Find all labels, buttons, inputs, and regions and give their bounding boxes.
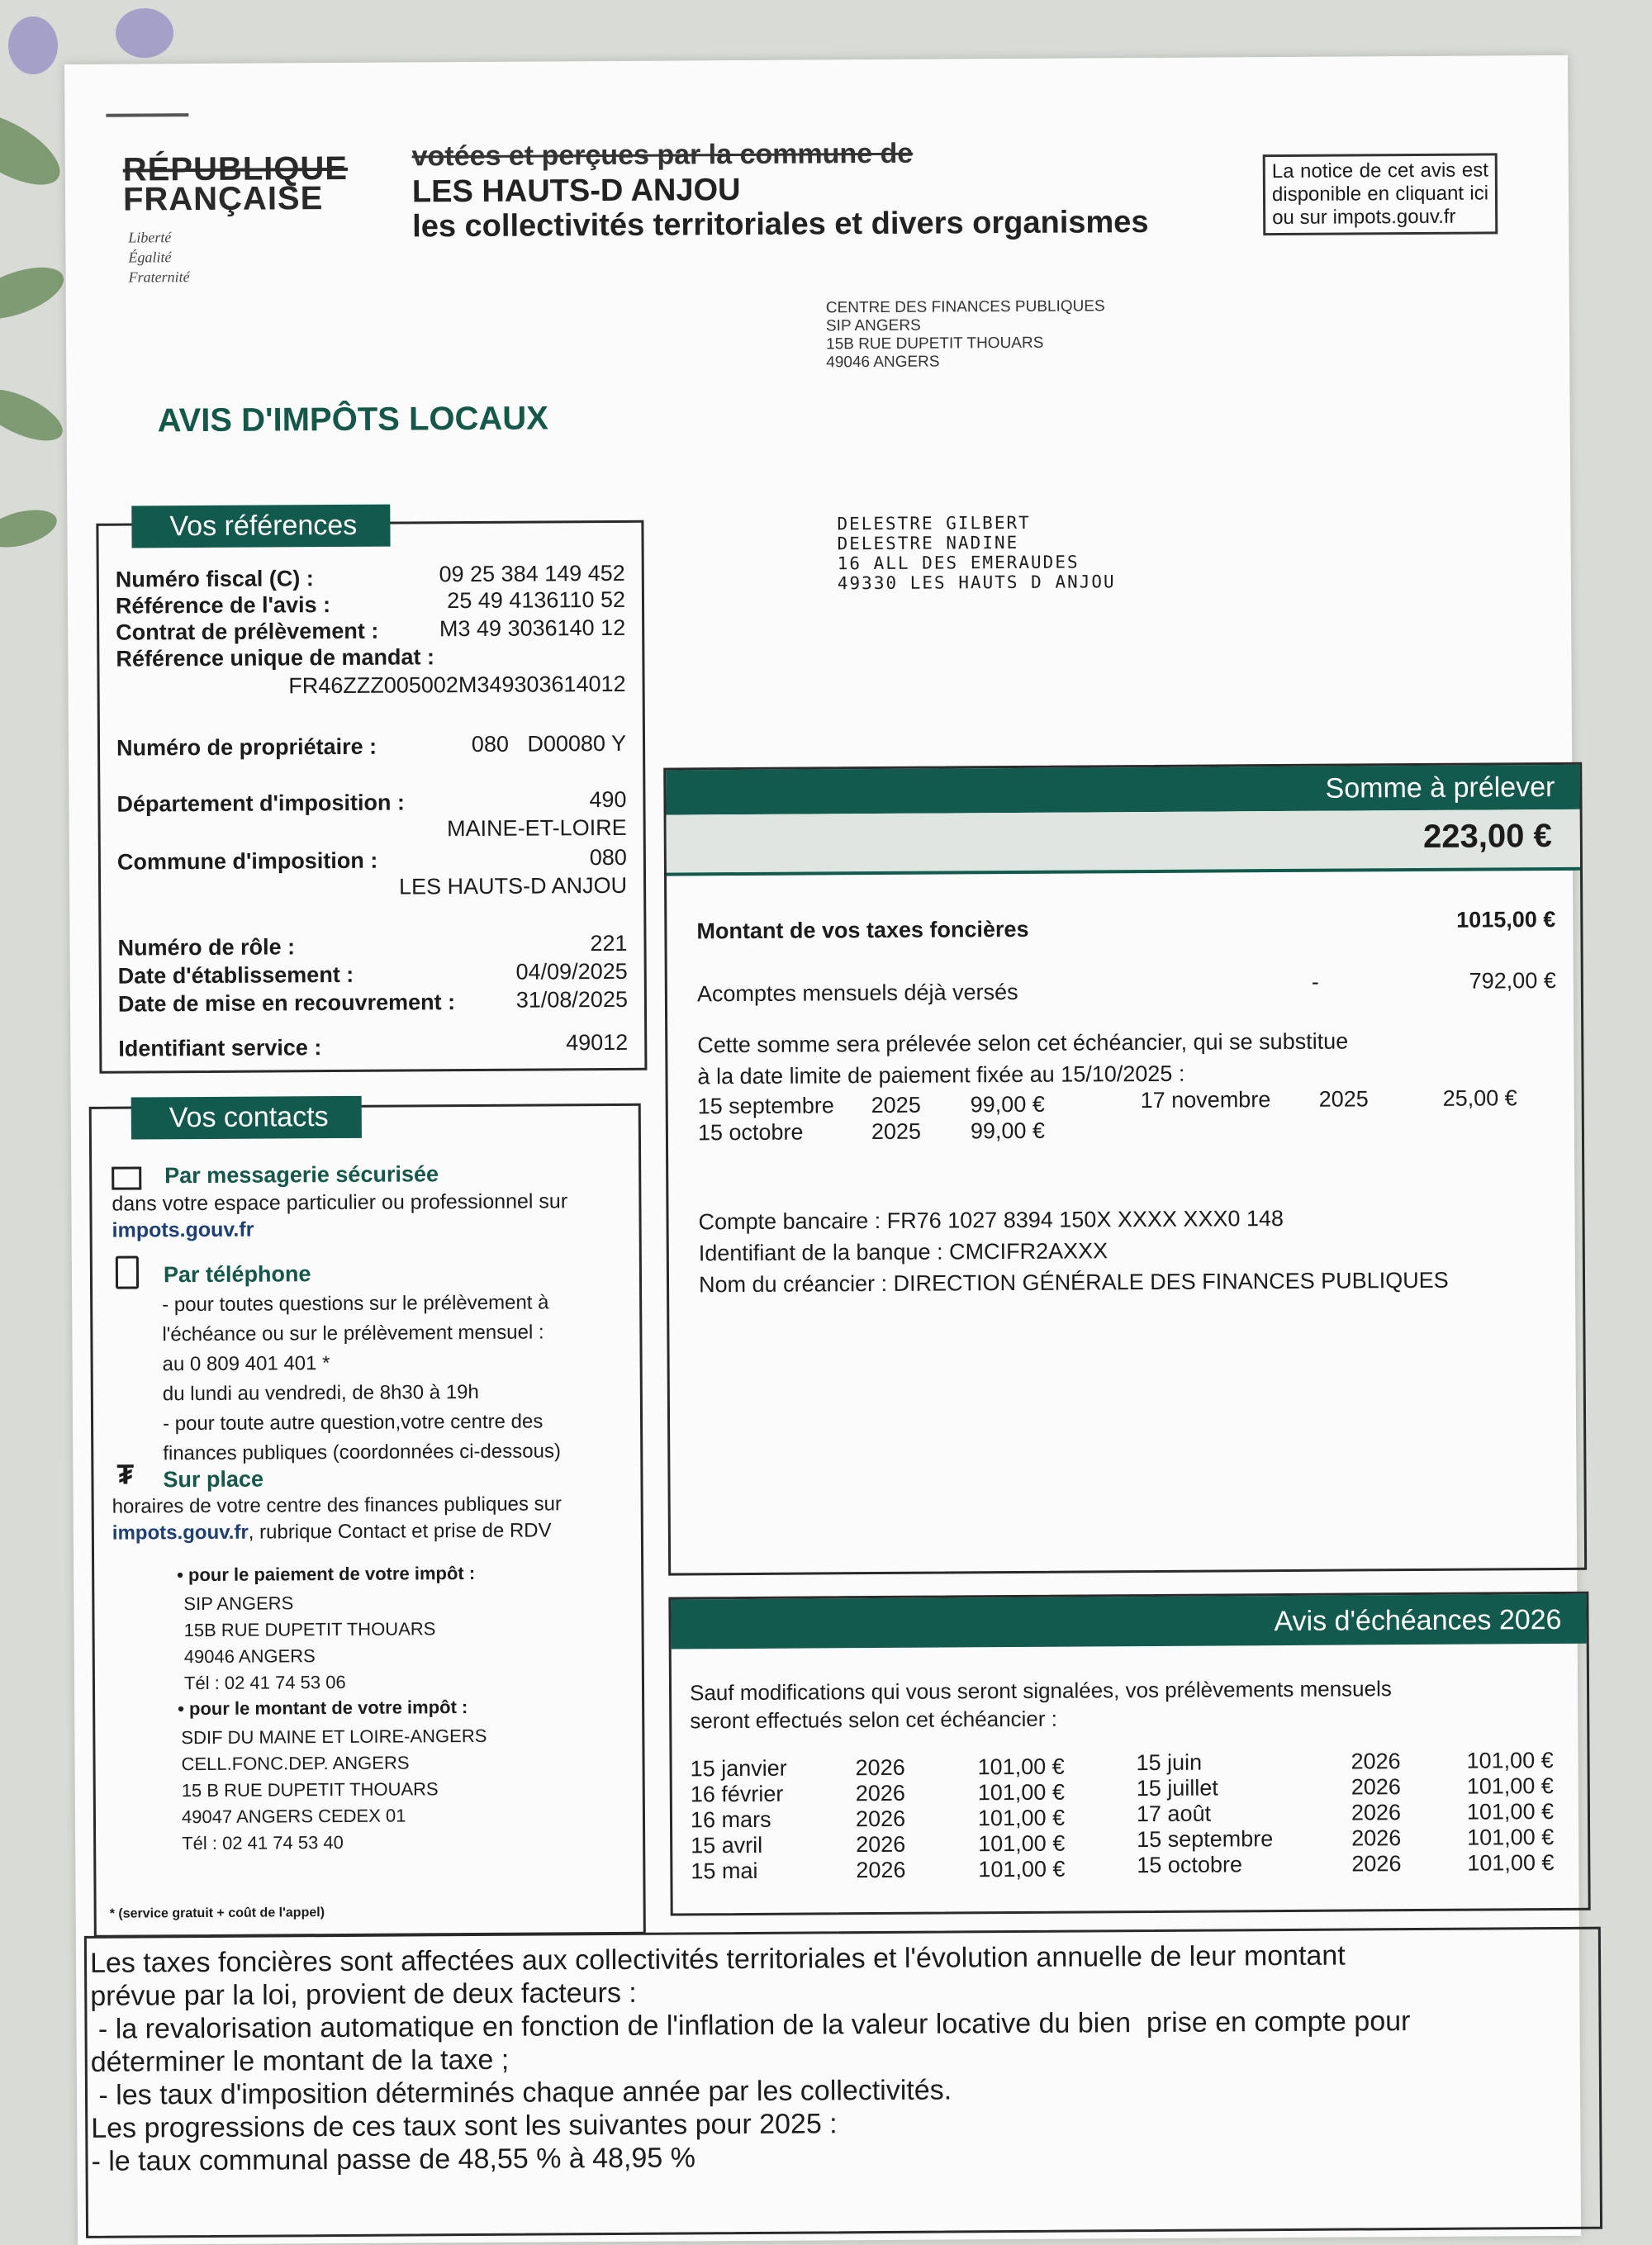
compte-bancaire: Compte bancaire : FR76 1027 8394 150X XXXX XXX0 148 [698,1206,1284,1235]
somme-amount-bar [667,809,1580,876]
footnote: * (service gratuit + coût de l'appel) [109,1906,325,1921]
role-value: 221 [590,930,628,956]
echeance-row [691,1806,1065,1834]
somme-box [663,762,1587,1576]
references-box [96,509,647,1074]
echeancier-text: Cette somme sera prélevée selon cet échéancier, qui se substitue à la date limite de paiement fixée au 15/10/2025 : [697,1028,1349,1089]
paiement-address: SIP ANGERS 15B RUE DUPETIT THOUARS 49046 ANGERS Tél : 02 41 74 53 06 [183,1592,436,1694]
echeance-amount: 101,00 € [1466,1773,1554,1799]
messagerie-link[interactable]: impots.gouv.fr [112,1217,254,1242]
taxes-value: 1015,00 € [1456,906,1556,933]
notice-link-box[interactable]: La notice de cet avis est disponible en cliquant ici ou sur impots.gouv.fr [1263,153,1498,235]
background-leaf [0,98,71,199]
taxes-label: Montant de vos taxes foncières [696,916,1029,944]
echeance-amount: 101,00 € [1467,1850,1555,1876]
service-label: Identifiant service : [118,1035,322,1061]
messagerie-text: dans votre espace particulier ou professionnel sur [112,1189,568,1216]
republique-francaise-logo: RÉPUBLIQUE FRANÇAISE [122,150,349,218]
echeances-right-column [1136,1748,1554,1878]
mandat-value: FR46ZZZ005002M349303614012 [288,671,626,699]
echeance-date: 15 mai [691,1858,758,1884]
sur-place-link[interactable]: impots.gouv.fr [112,1521,249,1545]
identifiant-banque: Identifiant de la banque : CMCIFR2AXXX [698,1238,1108,1266]
echeance-date: 17 août [1136,1801,1212,1827]
proprietaire-label: Numéro de propriétaire : [116,733,377,761]
header-rule [106,113,188,117]
departement-label: Département d'imposition : [116,790,406,817]
contacts-heading: Vos contacts [131,1096,362,1140]
echeance-date: 15 septembre [1137,1826,1274,1853]
departement-name: MAINE-ET-LOIRE [447,814,627,842]
echeances-left-column [691,1754,1066,1885]
schedule-row: 15 septembre 2025 99,00 € [697,1091,1045,1119]
etablissement-label: Date d'établissement : [117,961,354,989]
contrat-prelevement-value: M3 49 3036140 12 [439,615,626,642]
echeance-row [691,1831,1065,1859]
bank-details [698,1202,1448,1301]
background-leaf [0,379,69,451]
sur-place-text: horaires de votre centre des finances publiques sur [112,1493,563,1518]
echeance-row [1137,1773,1554,1801]
header-collectivites: les collectivités territoriales et divers organismes [412,204,1149,244]
echeance-year: 2026 [1351,1749,1401,1774]
echeance-date: 15 octobre [1137,1852,1243,1878]
echeance-amount: 101,00 € [1466,1799,1555,1825]
echeance-year: 2026 [855,1754,905,1781]
recouvrement-value: 31/08/2025 [515,986,629,1013]
echeance-date: 15 janvier [690,1755,787,1782]
proprietaire-value: 080 D00080 Y [471,730,627,757]
computer-icon [112,1166,141,1189]
echeance-row [1137,1825,1554,1853]
echeances-heading: Avis d'échéances 2026 [1274,1603,1562,1638]
messagerie-title: Par messagerie sécurisée [164,1161,439,1189]
echeance-amount: 101,00 € [977,1754,1065,1780]
echeance-date: 15 juin [1136,1749,1203,1776]
somme-heading-bar [666,765,1579,815]
echeance-year: 2026 [856,1831,906,1858]
recipient-address: DELESTRE GILBERT DELESTRE NADINE 16 ALL DES EMERAUDES 49330 LES HAUTS D ANJOU [837,512,1116,594]
echeance-amount: 101,00 € [1467,1825,1555,1850]
paiement-title: • pour le paiement de votre impôt : [177,1562,476,1586]
somme-heading: Somme à prélever [1325,771,1555,804]
echeances-text: Sauf modifications qui vous seront signalées, vos prélèvements mensuels seront effectués selon cet échéancier : [689,1676,1392,1734]
montant-address: SDIF DU MAINE ET LOIRE-ANGERS CELL.FONC.DEP. ANGERS 15 B RUE DUPETIT THOUARS 49047 ANGERS CEDEX 01 Tél : 02 41 74 53 40 [181,1725,487,1854]
page-title: AVIS D'IMPÔTS LOCAUX [157,400,549,439]
telephone-details: - pour toutes questions sur le prélèvement à l'échéance ou sur le prélèvement mensuel : au 0 809 401 401 * du lundi au vendredi, de 8h30 à 19h - pour toute autre question,votre centre des finances publiques (coordonnées ci-dessous) [162,1291,561,1465]
schedule-row: 17 novembre 2025 25,00 € [1140,1085,1517,1113]
reference-avis-label: Référence de l'avis : [115,592,331,619]
echeance-date: 16 février [690,1781,784,1807]
etablissement-value: 04/09/2025 [515,958,628,985]
echeance-row [691,1780,1065,1808]
echeance-amount: 101,00 € [977,1779,1066,1806]
numero-fiscal-label: Numéro fiscal (C) : [115,566,314,592]
echeance-year: 2026 [856,1857,906,1883]
recouvrement-label: Date de mise en recouvrement : [117,990,456,1017]
montant-title: • pour le montant de votre impôt : [178,1697,468,1720]
role-label: Numéro de rôle : [117,934,296,961]
echeance-row [691,1857,1065,1885]
echeance-amount: 101,00 € [978,1830,1066,1857]
location-icon: ₮ [116,1459,135,1491]
acomptes-sign: - [1311,969,1319,994]
phone-icon [116,1255,139,1289]
taxes-explanation-box [84,1927,1602,2238]
commune-label: Commune d'imposition : [116,847,378,875]
echeance-date: 15 avril [691,1832,763,1858]
echeance-year: 2026 [1351,1774,1401,1800]
sur-place-link-line: impots.gouv.fr, rubrique Contact et prise de RDV [112,1519,552,1545]
echeance-date: 16 mars [690,1806,771,1833]
commune-name: LES HAUTS-D ANJOU [398,872,628,899]
contrat-prelevement-label: Contrat de prélèvement : [116,618,379,645]
somme-amount: 223,00 € [1422,818,1552,855]
echeance-year: 2026 [855,1780,905,1806]
echeance-amount: 101,00 € [977,1805,1066,1831]
mandat-label: Référence unique de mandat : [116,644,435,672]
background-leaf [0,503,61,554]
nom-creancier: Nom du créancier : DIRECTION GÉNÉRALE DES FINANCES PUBLIQUES [698,1267,1449,1298]
echeance-row [1137,1799,1554,1827]
echeance-amount: 101,00 € [978,1856,1066,1882]
telephone-title: Par téléphone [163,1261,311,1288]
service-value: 49012 [566,1029,629,1056]
numero-fiscal-value: 09 25 384 149 452 [439,560,625,587]
reference-avis-value: 25 49 4136110 52 [447,586,626,614]
taxes-explanation-text: Les taxes foncières sont affectées aux collectivités territoriales et l'évolution annuelle de leur montant prévue par la loi, provient de deux facteurs : - la revalorisation automatique en fonction de l'inflation de la valeur locative du bien prise en compte pour déterminer le montant de la taxe ; - les taux d'imposition déterminés chaque année par les collectivités. Les progressions de ces taux sont les suivantes pour 2025 : - le taux communal passe de 48,55 % à 48,95 % [89,1939,1411,2177]
departement-code: 490 [589,786,627,813]
echeance-row [1137,1850,1554,1878]
echeance-year: 2026 [1351,1800,1402,1825]
echeances-heading-bar [671,1594,1586,1649]
background-lavender [116,8,173,58]
echeance-row [1136,1748,1553,1776]
echeance-row [691,1754,1065,1782]
centre-finances-address: CENTRE DES FINANCES PUBLIQUES SIP ANGERS 15B RUE DUPETIT THOUARS 49046 ANGERS [825,297,1105,372]
header-commune: LES HAUTS-D ANJOU [411,173,741,210]
echeances-2026-box [668,1592,1590,1916]
echeance-year: 2026 [1351,1825,1402,1851]
contacts-box [89,1101,646,1938]
acomptes-label: Acomptes mensuels déjà versés [696,979,1018,1007]
background-leaf [0,257,70,330]
echeance-date: 15 juillet [1136,1775,1218,1801]
tax-notice-page [64,55,1581,2245]
references-heading: Vos références [131,505,390,548]
background-lavender [8,17,58,74]
echeance-year: 2026 [1351,1851,1402,1877]
schedule-row: 15 octobre 2025 99,00 € [697,1118,1046,1146]
sur-place-title: Sur place [163,1466,264,1493]
commune-code: 080 [589,844,627,871]
echeance-amount: 101,00 € [1466,1748,1554,1773]
acomptes-value: 792,00 € [1469,967,1556,994]
echeance-year: 2026 [855,1806,906,1832]
republic-motto: Liberté Égalité Fraternité [128,229,190,286]
header-line-1: votées et perçues par la commune de [411,137,914,173]
